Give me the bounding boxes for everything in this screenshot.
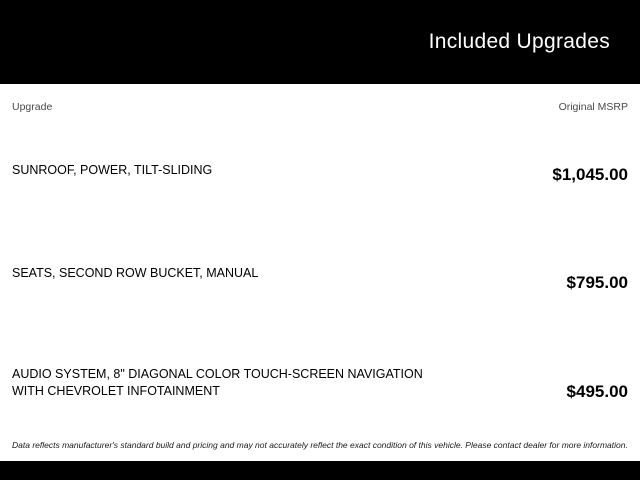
column-header-upgrade: Upgrade [12, 101, 53, 113]
upgrades-sheet [0, 84, 640, 461]
upgrade-price: $1,045.00 [552, 164, 628, 184]
page-header [0, 0, 640, 84]
page-title: Included Upgrades [428, 30, 610, 53]
table-row [12, 320, 628, 417]
table-row [12, 223, 628, 320]
column-header-msrp: Original MSRP [558, 101, 628, 113]
table-header-row [12, 84, 628, 126]
upgrade-price: $495.00 [566, 381, 628, 401]
disclaimer-text: Data reflects manufacturer's standard build and pricing and may not accurately reflect the exact condition of this vehicle. Please contact dealer for more information. [12, 440, 628, 450]
upgrade-name: SEATS, SECOND ROW BUCKET, MANUAL [12, 266, 259, 280]
upgrade-name: AUDIO SYSTEM, 8" DIAGONAL COLOR TOUCH-SCREEN NAVIGATION WITH CHEVROLET INFOTAINMENT [12, 366, 423, 398]
table-row [12, 126, 628, 223]
upgrade-name: SUNROOF, POWER, TILT-SLIDING [12, 163, 213, 177]
upgrades-list [12, 126, 628, 417]
upgrade-price: $795.00 [566, 272, 628, 292]
page-footer [0, 461, 640, 480]
